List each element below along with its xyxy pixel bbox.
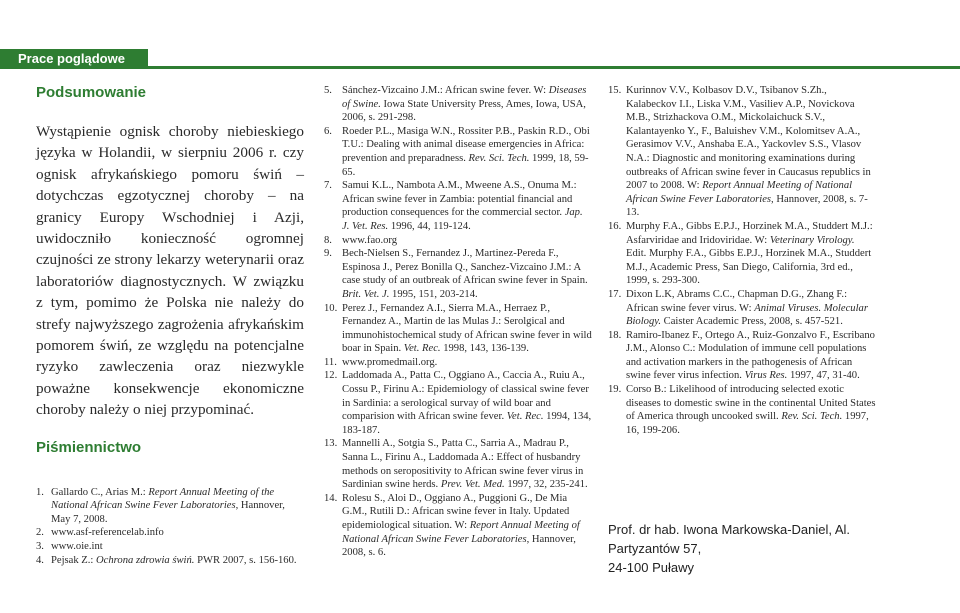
- reference-number: 7.: [324, 180, 332, 192]
- reference-source: Report Annual Meeting of National African Swine Fever Laboratories,: [626, 180, 853, 205]
- reference-text: www.fao.org: [342, 234, 398, 246]
- column-2: [324, 84, 592, 560]
- reference-text: Perez J., Fernandez A.I., Sierra M.A., Herraez P., Fernandez A., Martin de las Mulas J.: Serolgical and immunohistochemical study of African swine fever in wild boar in Spain.: [342, 302, 592, 355]
- reference-text: Dixon L.K, Abrams C.C., Chapman D.G., Zhang F.: African swine fever virus. W:: [626, 288, 848, 314]
- reference-item: [324, 369, 592, 437]
- reference-item: [36, 526, 304, 540]
- reference-details: 1999, 18, 59-65.: [342, 152, 589, 178]
- reference-number: 15.: [608, 85, 622, 96]
- reference-source: Prev. Vet. Med.: [440, 479, 505, 491]
- summary-text: Wystąpienie ognisk choroby niebieskiego języka w Holandii, w sierpniu 2006 r. czy ognisk afrykańskiego pomoru świń – dotychczas egzotycznej choroby – na granicy Europy Wschodniej i Azji, uwidoczniło konieczność ogromnej czujności ze strony lekarzy weterynarii oraz laboratoriów diagnostycznych. W związku z tym, pomimo że Polska nie należy do strefy najwyższego zagrożenia afrykańskim pomorem świń, ze względu na potencjalne ryzyko zawleczenia oraz niezwykle poważne konsekwencje ekonomiczne choroby należy o niej przypominać.: [36, 123, 304, 419]
- reference-number: 12.: [324, 370, 338, 382]
- column-1: [36, 84, 304, 567]
- reference-item: [324, 356, 592, 370]
- reference-text: Murphy F.A., Gibbs E.P.J., Horzinek M.A., Studdert M.J.: Asfarviridae and Iridoviridae. W:: [626, 220, 873, 246]
- reference-item: [36, 540, 304, 554]
- reference-item: [324, 125, 592, 179]
- reference-text: Samui K.L., Nambota A.M., Mweene A.S., Onuma M.: African swine fever in Zambia: potential financial and production consequences for the commercial sector.: [342, 180, 577, 219]
- reference-number: 8.: [324, 234, 332, 246]
- reference-number: 1.: [36, 486, 44, 498]
- reference-number: 3.: [36, 541, 44, 553]
- reference-item: [324, 234, 592, 248]
- reference-source: Report Annual Meeting of the National African Swine Fever Laboratories,: [51, 486, 275, 512]
- reference-source: Brit. Vet. J.: [342, 288, 390, 300]
- reference-details: Caister Academic Press, 2008, s. 457-521.: [661, 316, 843, 328]
- reference-item: [36, 486, 304, 527]
- reference-number: 14.: [324, 492, 338, 504]
- reference-source: Rev. Sci. Tech.: [468, 152, 530, 164]
- reference-text: Corso B.: Likelihood of introducing selected exotic diseases to domestic swine in the continental United States of America through uncooked swill.: [626, 384, 876, 423]
- reference-details: Iowa State University Press, Ames, Iowa, USA, 2006, s. 291-298.: [342, 98, 586, 124]
- reference-list: [608, 84, 876, 437]
- reference-text: Bech-Nielsen S., Fernandez J., Martinez-Pereda F., Espinosa J., Perez Bonilla Q., Sanchez-Vizcaino J.M.: A case study of an outbreak of African swine fever in Spain.: [342, 248, 588, 287]
- reference-details: Edit. Murphy F.A., Gibbs E.P.J., Horzinek M.A., Studdert M.J., Academic Press, San Diego, California, 3rd ed., 1999, s. 293-300.: [626, 248, 872, 287]
- reference-number: 5.: [324, 85, 332, 96]
- reference-item: [608, 220, 876, 288]
- reference-text: Roeder P.L., Masiga W.N., Rossiter P.B., Paskin R.D., Obi T.U.: Dealing with animal disease emergencies in Africa: prevention and preparadness.: [342, 125, 590, 164]
- reference-details: 1998, 143, 136-139.: [440, 343, 529, 355]
- reference-text: www.oie.int: [51, 541, 103, 553]
- section-rule: [148, 66, 960, 69]
- reference-text: www.asf-referencelab.info: [51, 527, 164, 539]
- reference-item: [324, 84, 592, 125]
- reference-number: 16.: [608, 220, 622, 232]
- column-3: [608, 84, 876, 437]
- reference-item: [324, 179, 592, 233]
- reference-details: 1997, 16, 199-206.: [626, 411, 869, 436]
- reference-text: Laddomada A., Patta C., Oggiano A., Caccia A., Ruiu A., Cossu P., Firinu A.: Epidemiology of classical swine fever in Sardinia: a serological survay of wild boar and comparision with African swine fever.: [342, 370, 589, 423]
- reference-details: 1997, 32, 235-241.: [504, 479, 588, 491]
- reference-source: Vet. Rec.: [506, 411, 544, 423]
- reference-item: [608, 383, 876, 437]
- reference-item: [608, 329, 876, 383]
- reference-text: Pejsak Z.:: [51, 554, 97, 566]
- reference-item: [324, 492, 592, 560]
- reference-item: [324, 437, 592, 491]
- reference-text: www.promedmail.org.: [342, 356, 438, 368]
- reference-details: Hannover, 2008, s. 6.: [342, 533, 576, 559]
- reference-details: 1994, 134, 183-187.: [342, 411, 592, 436]
- reference-source: Report Annual Meeting of National African Swine Fever Laboratories,: [342, 520, 580, 545]
- reference-source: Vet. Rec.: [403, 343, 441, 355]
- reference-number: 2.: [36, 527, 44, 539]
- section-header: [0, 49, 960, 69]
- reference-item: [608, 288, 876, 329]
- author-line: Prof. dr hab. Iwona Markowska-Daniel, Al. Partyzantów 57,: [608, 522, 851, 556]
- reference-source: Virus Res.: [744, 370, 788, 382]
- reference-source: Animal Viruses. Molecular Biology.: [626, 302, 868, 328]
- reference-list: [324, 84, 592, 560]
- reference-item: [36, 554, 304, 568]
- reference-source: Diseases of Swine.: [342, 85, 587, 110]
- reference-number: 10.: [324, 302, 338, 314]
- reference-number: 11.: [324, 356, 337, 368]
- reference-source: Jap. J. Vet. Res.: [342, 207, 583, 232]
- section-label: Prace poglądowe: [0, 49, 148, 69]
- reference-text: Kurinnov V.V., Kolbasov D.V., Tsibanov S.Zh., Kalabeckov I.I., Liska V.M., Vasiliev A.P., Novickova M.B., Strizhackova O.M., Mickolaichuck S.V., Kalantayenko Y., F., Baluishev V.M., Kolomitsev A.A., Gerasimov V.V., Anshaba E.A., Yackovlev S.S., Vlasov N.A.: Diagnostic and monitoring examinations during outbreaks of African swine fever in Caucasus republics in 2007 to 2008. W:: [626, 85, 871, 192]
- reference-source: Rev. Sci. Tech.: [781, 411, 843, 423]
- reference-details: Hannover, 2008, s. 7-13.: [626, 193, 868, 219]
- reference-source: Veterinary Virology.: [769, 234, 855, 246]
- reference-text: Ramiro-Ibanez F., Ortego A., Ruiz-Gonzalvo F., Escribano J.M., Alonso C.: Modulation of immune cell populations and activation markers in the pathogenesis of African swine fever virus infection.: [626, 329, 875, 382]
- reference-item: [324, 302, 592, 356]
- summary-heading: Podsumowanie: [36, 84, 147, 101]
- reference-details: PWR 2007, s. 156-160.: [194, 554, 297, 566]
- reference-source: Ochrona zdrowia świń.: [96, 554, 195, 566]
- reference-number: 19.: [608, 384, 622, 396]
- reference-text: Sánchez-Vizcaino J.M.: African swine fever. W:: [342, 85, 549, 96]
- reference-details: 1997, 47, 31-40.: [787, 370, 860, 382]
- reference-number: 6.: [324, 125, 332, 137]
- reference-item: [608, 84, 876, 220]
- author-address: [608, 520, 898, 577]
- author-line: 24-100 Puławy: [608, 560, 694, 575]
- reference-text: Gallardo C., Arias M.:: [51, 486, 149, 498]
- reference-number: 4.: [36, 554, 44, 566]
- bibliography-heading: Piśmiennictwo: [36, 438, 142, 456]
- reference-text: Rolesu S., Aloi D., Oggiano A., Puggioni G., De Mia G.M., Rutili D.: African swine fever in Italy. Updated epidemiological situation. W:: [342, 492, 570, 531]
- reference-details: Hannover, May 7, 2008.: [51, 500, 285, 525]
- reference-number: 9.: [324, 248, 332, 260]
- reference-number: 18.: [608, 329, 622, 341]
- reference-item: [324, 247, 592, 301]
- reference-number: 17.: [608, 288, 622, 300]
- reference-number: 13.: [324, 438, 338, 450]
- reference-text: Mannelli A., Sotgia S., Patta C., Sarria A., Madrau P., Sanna L., Firinu A., Laddomada A.: Effect of husbandry methods on seropositivity to African swine fever virus in Sardinian swine herds.: [342, 438, 584, 491]
- reference-list: [36, 486, 304, 568]
- reference-details: 1996, 44, 119-124.: [388, 220, 471, 232]
- reference-details: 1995, 151, 203-214.: [389, 288, 478, 300]
